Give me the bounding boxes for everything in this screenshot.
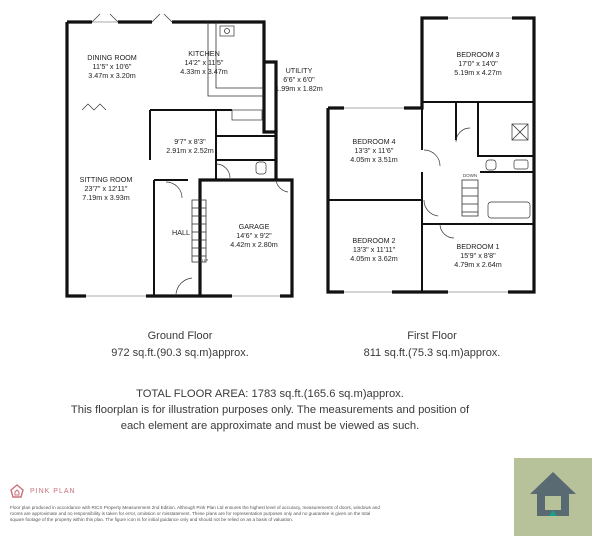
bath-icon xyxy=(488,202,530,218)
bed4-door-arc xyxy=(424,150,440,166)
ground-stairs-label: UP xyxy=(201,258,209,263)
utility-counter xyxy=(232,110,262,120)
bedroom1-imperial: 15'9" x 8'8" xyxy=(460,251,496,260)
bedroom2-name: BEDROOM 2 xyxy=(352,236,396,245)
bedroom3-imperial: 17'0" x 14'0" xyxy=(458,59,498,68)
sitting-room-imperial: 23'7" x 12'11" xyxy=(84,184,128,193)
kitchen-metric: 4.33m x 3.47m xyxy=(180,67,228,76)
illustration-disclaimer: This floorplan is for illustration purposes only. The measurements and position of each element are approximate and must be viewed as such. xyxy=(70,404,470,432)
bedroom1-name: BEDROOM 1 xyxy=(456,242,500,251)
sitting-room-metric: 7.19m x 3.93m xyxy=(82,193,130,202)
first-stairs-label: DOWN xyxy=(462,173,478,178)
bed2-door-arc xyxy=(424,200,438,216)
dining-room-name: DINING ROOM xyxy=(87,53,137,62)
bathroom-toilet-icon xyxy=(486,160,496,170)
ground-floor-title: Ground Floor xyxy=(147,330,213,342)
bed3-door-arc xyxy=(456,128,470,142)
bedroom2-imperial: 13'3" x 11'11" xyxy=(352,245,396,254)
valuation-badge xyxy=(514,458,592,536)
wc-toilet-icon xyxy=(256,162,266,174)
ground-outer-wall-b xyxy=(67,22,276,180)
bedroom4-name: BEDROOM 4 xyxy=(352,137,396,146)
bedroom3-name: BEDROOM 3 xyxy=(456,50,500,59)
garage-metric: 4.42m x 2.80m xyxy=(230,240,278,249)
kitchen-imperial: 14'2" x 11'5" xyxy=(184,58,224,67)
bedroom4-metric: 4.05m x 3.51m xyxy=(350,155,398,164)
bedroom2-metric: 4.05m x 3.62m xyxy=(350,254,398,263)
dining-room-metric: 3.47m x 3.20m xyxy=(88,71,136,80)
store-imperial: 9'7" x 8'3" xyxy=(174,137,206,146)
utility-metric: 1.99m x 1.82m xyxy=(275,84,323,93)
wc-door-arc xyxy=(216,164,230,178)
total-floor-area: TOTAL FLOOR AREA: 1783 sq.ft.(165.6 sq.m)approx. xyxy=(136,388,404,400)
utility-name: UTILITY xyxy=(285,66,313,75)
garage-side-door-arc xyxy=(276,180,288,192)
hall-name: HALL xyxy=(172,228,190,237)
ground-floor-area: 972 sq.ft.(90.3 sq.m)approx. xyxy=(111,347,249,359)
utility-imperial: 6'6" x 6'0" xyxy=(283,75,315,84)
house-icon xyxy=(514,458,592,536)
store-metric: 2.91m x 2.52m xyxy=(166,146,214,155)
brand-block xyxy=(10,484,76,498)
kitchen-name: KITCHEN xyxy=(188,49,220,58)
pink-plan-logo-icon xyxy=(10,484,24,498)
sitting-room-name: SITTING ROOM xyxy=(79,175,133,184)
garage-imperial: 14'6" x 9'2" xyxy=(236,231,272,240)
first-stairs xyxy=(462,180,478,216)
hall-door-arc xyxy=(166,182,182,198)
dining-room-imperial: 11'5" x 10'6" xyxy=(92,62,132,71)
fine-print: Floor plan produced in accordance with RICS Property Measurement 2nd Edition. Although Pink Plan Ltd ensures the highest level of accuracy, measurements of doors, windows and rooms are approximate and no responsibility is taken for error, omission or misstatement. These plans are for representation purposes only and no guarantee is given on the total square footage of the property within this plan. The figure icon is for initial guidance only and should not be relied on as a basis of valuation. xyxy=(10,505,380,522)
brand-name: PINK PLAN xyxy=(30,487,76,495)
bedroom4-imperial: 13'3" x 11'6" xyxy=(354,146,394,155)
bathroom-basin-icon xyxy=(514,160,528,169)
first-floor-area: 811 sq.ft.(75.3 sq.m)approx. xyxy=(363,347,501,359)
utility-wall xyxy=(264,62,276,132)
bifold-doors xyxy=(82,104,106,110)
bedroom3-metric: 5.19m x 4.27m xyxy=(454,68,502,77)
first-floor-title: First Floor xyxy=(407,330,457,342)
garage-name: GARAGE xyxy=(238,222,270,231)
bed1-door-arc xyxy=(440,224,454,238)
front-door-arc xyxy=(176,278,192,294)
kitchen-sink-icon xyxy=(220,26,234,36)
bedroom1-metric: 4.79m x 2.64m xyxy=(454,260,502,269)
